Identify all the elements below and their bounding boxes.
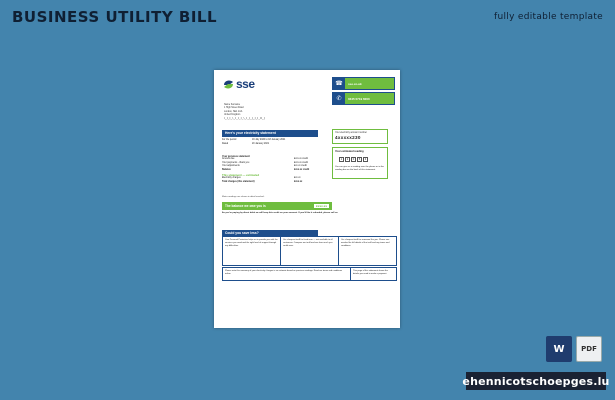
balance-label: The balance we owe you is: [225, 204, 266, 208]
dated-label: Dated: [222, 142, 229, 145]
customer-address: [224, 104, 265, 120]
reading-digits[interactable]: [339, 157, 385, 162]
reading-digit[interactable]: 2: [346, 158, 349, 161]
help-column: Our cheapest tariff for fixed term — not available to all customers. Compare our tariff and see how much you could save.: [281, 237, 339, 265]
word-download-icon[interactable]: W: [546, 336, 572, 362]
row-value: £xxx.xx credit: [294, 168, 310, 171]
contact-panel: [332, 77, 395, 107]
reading-box: [332, 147, 388, 179]
sse-logo-icon: [223, 79, 234, 90]
reading-digit[interactable]: 1: [340, 158, 343, 161]
statement-meta: [222, 139, 318, 146]
footer-right: This page of this statement shows the details you need to make a payment.: [353, 270, 388, 275]
row-value: £xx.xx credit: [294, 165, 307, 168]
row-label: Electricity charges: [222, 177, 241, 180]
footer-left: Please note this summary of your electricity charges is an estimate based on previous readings. Read our terms and conditions online.: [223, 268, 351, 280]
dated-value: 20 January 2021: [252, 142, 270, 145]
help-column: Your Personal Protection helps us to provide you with the services you need and the right level of support through any difficulties.: [223, 237, 281, 265]
row-value: £xx.xx: [294, 177, 301, 180]
pdf-download-icon[interactable]: PDF: [576, 336, 602, 362]
address-line: United Kingdom: [224, 113, 241, 116]
table-row: [222, 181, 318, 184]
footer-box: [222, 267, 397, 281]
utility-bill-document: [214, 70, 400, 328]
row-value: £xxx.xx credit: [294, 158, 308, 161]
account-number: 4xxxxx230: [335, 135, 361, 140]
balance-amount: £xxx.xx: [316, 204, 327, 208]
row-label: Your payments - thank you: [222, 161, 250, 164]
row-value: £xxx.xx: [294, 180, 303, 183]
phone-icon: ✆: [333, 93, 345, 105]
account-label: Your electricity account number: [335, 132, 367, 134]
reading-note: You can give us a reading over the phone or in the reading box on the back of this statement.: [335, 166, 384, 171]
row-label: Your adjustments: [222, 165, 240, 168]
web-contact[interactable]: [332, 77, 395, 90]
dated-row: [222, 143, 318, 147]
address-line: Name Surname: [224, 104, 241, 106]
direct-debit-text: As you're paying by direct debit we will keep this credit on your account. If you'd like it refunded, please call us.: [222, 212, 339, 214]
balance-table: [222, 153, 318, 184]
banner-title: BUSINESS UTILITY BILL: [12, 8, 218, 26]
meter-note: Meter readings are shown in detail overleaf.: [222, 196, 265, 198]
web-label: sse.co.uk: [348, 81, 362, 86]
reading-digit[interactable]: 3: [364, 158, 367, 161]
address-line: 1 High Street Road: [224, 107, 244, 110]
help-column: Our cheapest tariff for someone like you. Please see overleaf for full details of the tariff and any terms and conditions.: [341, 239, 390, 247]
estimated-label: This statement — estimated: [222, 173, 260, 178]
reading-digit[interactable]: 0: [352, 158, 355, 161]
period-value: 19 July 2020 to 18 January 2021: [252, 139, 286, 141]
balance-bar: [222, 202, 332, 210]
postal-barcode: \_l_l_\_l_l_l_\_l_|_|_l_l_ll_|: [224, 116, 265, 121]
site-watermark: ehennicotschoepges.lu: [466, 372, 606, 390]
phone-icon: ☎: [333, 78, 345, 90]
banner-subtitle: fully editable template: [494, 12, 603, 22]
account-box: [332, 129, 388, 144]
download-icons: [546, 336, 606, 362]
row-label: Balance: [222, 168, 231, 171]
help-heading: Could you save less?: [222, 230, 318, 237]
period-label: For the period: [222, 139, 237, 141]
table-row: [222, 169, 318, 172]
phone-number: 0345 0719 6000: [348, 96, 370, 101]
phone-contact[interactable]: [332, 92, 395, 105]
sse-logo: [223, 77, 255, 91]
help-box: [222, 236, 397, 266]
summary-label: Your previous statement: [222, 155, 250, 158]
row-label: Amount due: [222, 158, 235, 161]
row-label: Total charges (this statement): [222, 180, 255, 183]
row-value: £xxx.xx credit: [294, 161, 308, 164]
reading-digit[interactable]: 5: [358, 158, 361, 161]
address-line: London, SE1 1AA: [224, 110, 243, 113]
reading-title: Your estimated reading: [335, 150, 364, 153]
statement-heading: Here's your electricity statement: [222, 130, 318, 137]
logo-text: sse: [236, 77, 255, 91]
